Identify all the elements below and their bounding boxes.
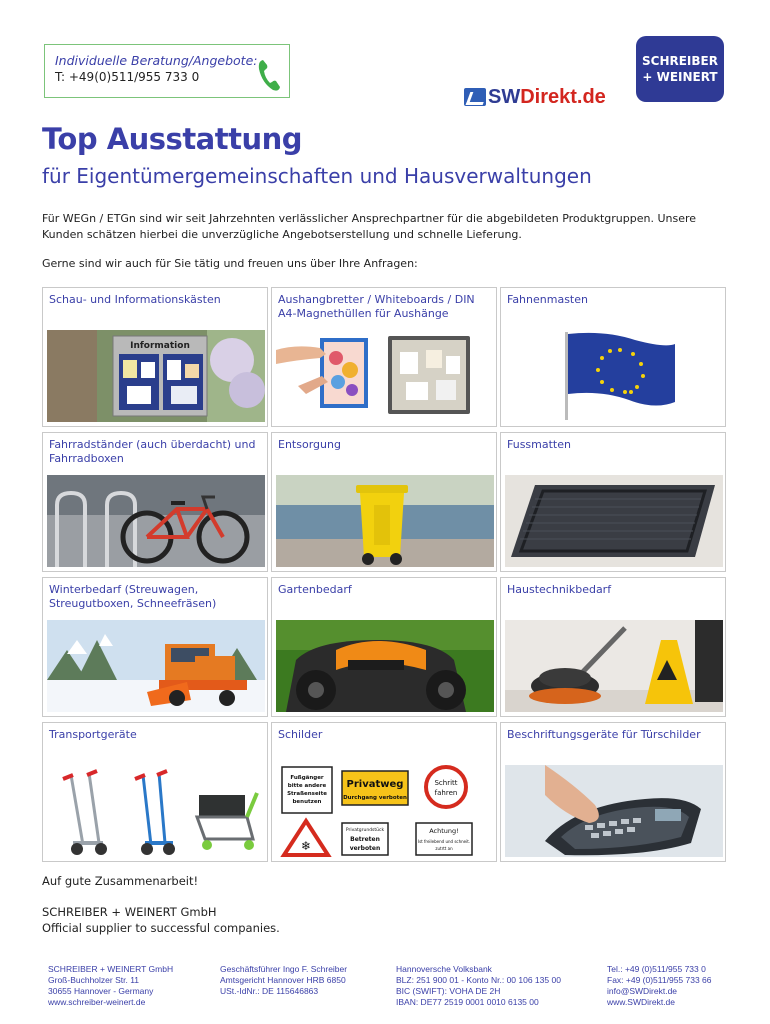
product-label: Entsorgung: [278, 438, 341, 451]
addr-line: Hannoversche Volksbank: [396, 964, 492, 974]
info-case-sign: Information: [130, 341, 190, 351]
swdirekt-logo-direkt: Direkt.de: [520, 85, 606, 108]
addr-line: Groß-Buchholzer Str. 11: [48, 975, 140, 985]
svg-text:fahren: fahren: [434, 789, 458, 797]
product-card-transportgeraete[interactable]: [42, 722, 268, 862]
svg-text:verboten: verboten: [349, 845, 381, 852]
info-case-image: [47, 330, 265, 422]
contact-box: [44, 44, 290, 98]
svg-text:Ist freilebend und schneit.: Ist freilebend und schneit.: [417, 839, 471, 844]
addr-line: IBAN: DE77 2519 0001 0010 6135 00: [396, 997, 539, 1007]
addr-link[interactable]: www.schreiber-weinert.de: [48, 997, 146, 1007]
product-label: Fahrradständer (auch überdacht) und Fahrradboxen: [49, 438, 256, 465]
svg-text:Straßenseite: Straßenseite: [287, 791, 327, 797]
contact-heading: Individuelle Beratung/Angebote:: [55, 53, 258, 68]
sign-privatweg-sub: Durchgang verboten: [343, 795, 407, 801]
product-grid: [42, 287, 726, 862]
product-card-schaukasten[interactable]: [42, 287, 268, 427]
intro-text-2: Gerne sind wir auch für Sie tätig und freuen uns über Ihre Anfragen:: [42, 257, 418, 270]
bike-rack-image: [47, 475, 265, 567]
addr-phone[interactable]: Tel.: +49 (0)511/955 733 0: [607, 964, 706, 974]
addr-line: BIC (SWIFT): VOHA DE 2H: [396, 986, 501, 996]
schreiber-weinert-logo[interactable]: [636, 36, 724, 102]
robot-mower-image: [276, 620, 494, 712]
product-label: Schilder: [278, 728, 323, 741]
product-label: Aushangbretter / Whiteboards / DIN A4-Magnethüllen für Aushänge: [278, 293, 475, 320]
product-card-beschriftungsgeraete[interactable]: [500, 722, 726, 862]
product-label: Winterbedarf (Streuwagen, Streugutboxen, Schneefräsen): [49, 583, 217, 610]
swdirekt-logo-sw: SW: [488, 85, 521, 108]
product-card-fahrradstaender[interactable]: [42, 432, 268, 572]
snowplow-image: [47, 620, 265, 712]
product-label: Transportgeräte: [49, 728, 137, 741]
svg-text:bitte andere: bitte andere: [287, 783, 327, 789]
intro-text: Für WEGn / ETGn sind wir seit Jahrzehnten verlässlicher Ansprechpartner für die abgebildeten Produktgruppen. Unsere Kunden schätzen hierbei die unverzügliche Angebotserstellung und schnelle Lieferung.: [42, 212, 697, 241]
addr-line: BLZ: 251 900 01 - Konto Nr.: 00 106 135 00: [396, 975, 561, 985]
snowflake-icon: ❄: [300, 839, 312, 853]
logo-line-2: + WEINERT: [642, 70, 718, 84]
address-col-contact: [607, 964, 712, 1008]
signs-image: [276, 765, 494, 857]
addr-fax: Fax: +49 (0)511/955 733 66: [607, 975, 712, 985]
label-printer-image: [505, 765, 723, 857]
sign-fussgaenger: Fußgänger: [290, 775, 324, 781]
addr-line: Amtsgericht Hannover HRB 6850: [220, 975, 346, 985]
addr-line: 30655 Hannover - Germany: [48, 986, 154, 996]
addr-line: USt.-IdNr.: DE 115646863: [220, 986, 319, 996]
product-card-gartenbedarf[interactable]: [271, 577, 497, 717]
product-label: Gartenbedarf: [278, 583, 352, 596]
floor-machine-image: [505, 620, 723, 712]
product-card-fussmatten[interactable]: [500, 432, 726, 572]
addr-line: Geschäftsführer Ingo F. Schreiber: [220, 964, 348, 974]
swdirekt-logo[interactable]: [464, 86, 606, 108]
closing-greeting: Auf gute Zusammenarbeit!: [42, 874, 199, 888]
sign-privatgrund-top: Privatgrundstück: [345, 828, 385, 833]
product-card-schilder[interactable]: [271, 722, 497, 862]
product-card-fahnenmasten[interactable]: [500, 287, 726, 427]
product-card-aushangbretter[interactable]: [271, 287, 497, 427]
sign-schritt: Schritt: [434, 779, 458, 787]
eu-flag-image: [505, 330, 723, 422]
page-subtitle: für Eigentümergemeinschaften und Hausverwaltungen: [42, 164, 592, 188]
hand-trucks-image: [47, 765, 265, 857]
product-card-haustechnik[interactable]: [500, 577, 726, 717]
company-slogan: Official supplier to successful companies.: [42, 921, 280, 935]
product-label: Fahnenmasten: [507, 293, 588, 306]
addr-line: SCHREIBER + WEINERT GmbH: [48, 964, 174, 974]
svg-text:benutzen: benutzen: [292, 799, 322, 805]
contact-phone[interactable]: T: +49(0)511/955 733 0: [55, 70, 200, 84]
product-label: Schau- und Informationskästen: [49, 293, 221, 306]
product-label: Beschriftungsgeräte für Türschilder: [507, 728, 701, 741]
sign-betreten: Betreten: [350, 836, 380, 843]
address-col-company: [48, 964, 173, 1008]
addr-website[interactable]: www.SWDirekt.de: [607, 997, 676, 1007]
product-card-winterbedarf[interactable]: [42, 577, 268, 717]
doormat-image: [505, 475, 723, 567]
address-col-management: [220, 964, 347, 997]
sign-achtung: Achtung!: [429, 827, 459, 835]
phone-icon: [255, 57, 283, 93]
product-label: Fussmatten: [507, 438, 571, 451]
waste-bin-image: [276, 475, 494, 567]
company-name: SCHREIBER + WEINERT GmbH: [42, 905, 217, 919]
product-card-entsorgung[interactable]: [271, 432, 497, 572]
page-title: Top Ausstattung: [42, 122, 303, 156]
address-col-bank: [396, 964, 561, 1008]
notice-board-image: [276, 330, 494, 422]
product-label: Haustechnikbedarf: [507, 583, 612, 596]
sign-privatweg: Privatweg: [346, 779, 404, 790]
addr-email[interactable]: info@SWDirekt.de: [607, 986, 678, 996]
svg-text:zutrtt an: zutrtt an: [435, 846, 453, 851]
company-block: [42, 904, 280, 936]
logo-line-1: SCHREIBER: [642, 54, 718, 68]
swdirekt-mark-icon: [464, 88, 486, 106]
